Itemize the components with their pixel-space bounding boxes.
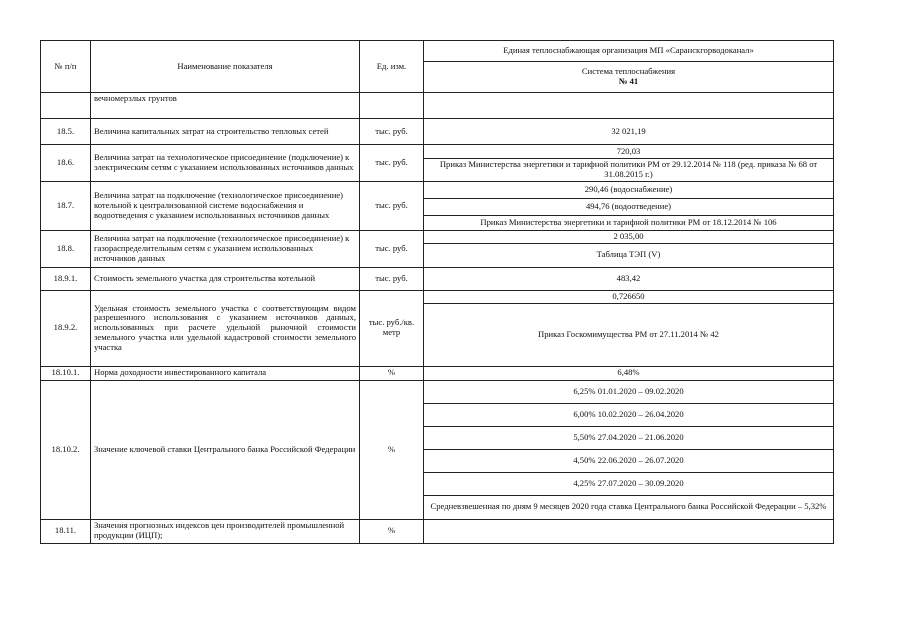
row-unit: тыс. руб. bbox=[360, 230, 424, 267]
row-name: Стоимость земельного участка для строительства котельной bbox=[91, 267, 360, 290]
table-row bbox=[41, 93, 834, 119]
row-num: 18.9.2. bbox=[41, 290, 91, 366]
table-row bbox=[41, 230, 834, 243]
row-num: 18.10.1. bbox=[41, 366, 91, 380]
table-row bbox=[41, 181, 834, 198]
row-name: Величина капитальных затрат на строительство тепловых сетей bbox=[91, 119, 360, 145]
row-num: 18.8. bbox=[41, 230, 91, 267]
row-value: 290,46 (водоснабжение) bbox=[424, 181, 834, 198]
row-name: вечномерзлых грунтов bbox=[91, 93, 360, 119]
row-value: 0,726650 bbox=[424, 290, 834, 303]
row-num: 18.5. bbox=[41, 119, 91, 145]
row-unit: % bbox=[360, 380, 424, 519]
row-num: 18.6. bbox=[41, 145, 91, 182]
row-source: Средневзвешенная по дням 9 месяцев 2020 года ставка Центрального банка Российской Федерации – 5,32% bbox=[424, 495, 834, 519]
row-unit: % bbox=[360, 519, 424, 543]
row-value: 4,25% 27.07.2020 – 30.09.2020 bbox=[424, 472, 834, 495]
row-unit: тыс. руб. bbox=[360, 145, 424, 182]
row-source: Приказ Министерства энергетики и тарифной политики РМ от 29.12.2014 № 118 (ред. приказа № 68 от 31.08.2015 г.) bbox=[424, 159, 834, 182]
row-num: 18.10.2. bbox=[41, 380, 91, 519]
row-unit: тыс. руб. bbox=[360, 181, 424, 230]
row-unit: % bbox=[360, 366, 424, 380]
header-unit: Ед. изм. bbox=[360, 41, 424, 93]
table-row bbox=[41, 145, 834, 159]
header-num: № п/п bbox=[41, 41, 91, 93]
table-row bbox=[41, 119, 834, 145]
row-name: Удельная стоимость земельного участка с соответствующим видом разрешенного использования с указанием источников данных, использованных при расчете удельной рыночной стоимости земельного участка или удельной кадастровой стоимости земельного участка bbox=[91, 290, 360, 366]
header-system-number: № 41 bbox=[618, 76, 639, 86]
header-system-label: Система теплоснабжения bbox=[581, 66, 676, 77]
row-unit: тыс. руб./кв. метр bbox=[360, 290, 424, 366]
row-num: 18.11. bbox=[41, 519, 91, 543]
row-source: Приказ Госкомимущества РМ от 27.11.2014 № 42 bbox=[424, 303, 834, 366]
row-value: 6,25% 01.01.2020 – 09.02.2020 bbox=[424, 380, 834, 403]
row-value: 6,48% bbox=[424, 366, 834, 380]
header-system bbox=[424, 62, 834, 93]
row-source: Приказ Министерства энергетики и тарифной политики РМ от 18.12.2014 № 106 bbox=[424, 215, 834, 230]
row-value: 4,50% 22.06.2020 – 26.07.2020 bbox=[424, 449, 834, 472]
row-unit: тыс. руб. bbox=[360, 267, 424, 290]
row-name: Значение ключевой ставки Центрального банка Российской Федерации bbox=[91, 380, 360, 519]
row-name: Значения прогнозных индексов цен производителей промышленной продукции (ИЦП); bbox=[91, 519, 360, 543]
row-value: 5,50% 27.04.2020 – 21.06.2020 bbox=[424, 426, 834, 449]
row-name: Величина затрат на подключение (технологическое присоединение) котельной к централизованной системе водоснабжения и водоотведения с указанием использованных источников данных bbox=[91, 181, 360, 230]
row-name: Величина затрат на технологическое присоединение (подключение) к электрическим сетям с указанием использованных источников данных bbox=[91, 145, 360, 182]
row-num: 18.7. bbox=[41, 181, 91, 230]
row-value: 32 021,19 bbox=[424, 119, 834, 145]
row-value: 483,42 bbox=[424, 267, 834, 290]
row-value bbox=[424, 519, 834, 543]
indicator-table bbox=[40, 40, 834, 544]
row-unit: тыс. руб. bbox=[360, 119, 424, 145]
row-name: Норма доходности инвестированного капитала bbox=[91, 366, 360, 380]
row-value: 2 035,00 bbox=[424, 230, 834, 243]
row-name: Величина затрат на подключение (технологическое присоединение) к газораспределительным сетям с указанием использованных источников данных bbox=[91, 230, 360, 267]
table-row bbox=[41, 290, 834, 303]
row-source: Таблица ТЭП (V) bbox=[424, 243, 834, 267]
table-row bbox=[41, 380, 834, 403]
table-row bbox=[41, 366, 834, 380]
table-row bbox=[41, 267, 834, 290]
row-num: 18.9.1. bbox=[41, 267, 91, 290]
row-value: 494,76 (водоотведение) bbox=[424, 198, 834, 215]
table-row bbox=[41, 519, 834, 543]
row-value: 6,00% 10.02.2020 – 26.04.2020 bbox=[424, 403, 834, 426]
header-org: Единая теплоснабжающая организация МП «Саранскгорводоканал» bbox=[424, 41, 834, 62]
row-value: 720,03 bbox=[424, 145, 834, 159]
header-name: Наименование показателя bbox=[91, 41, 360, 93]
